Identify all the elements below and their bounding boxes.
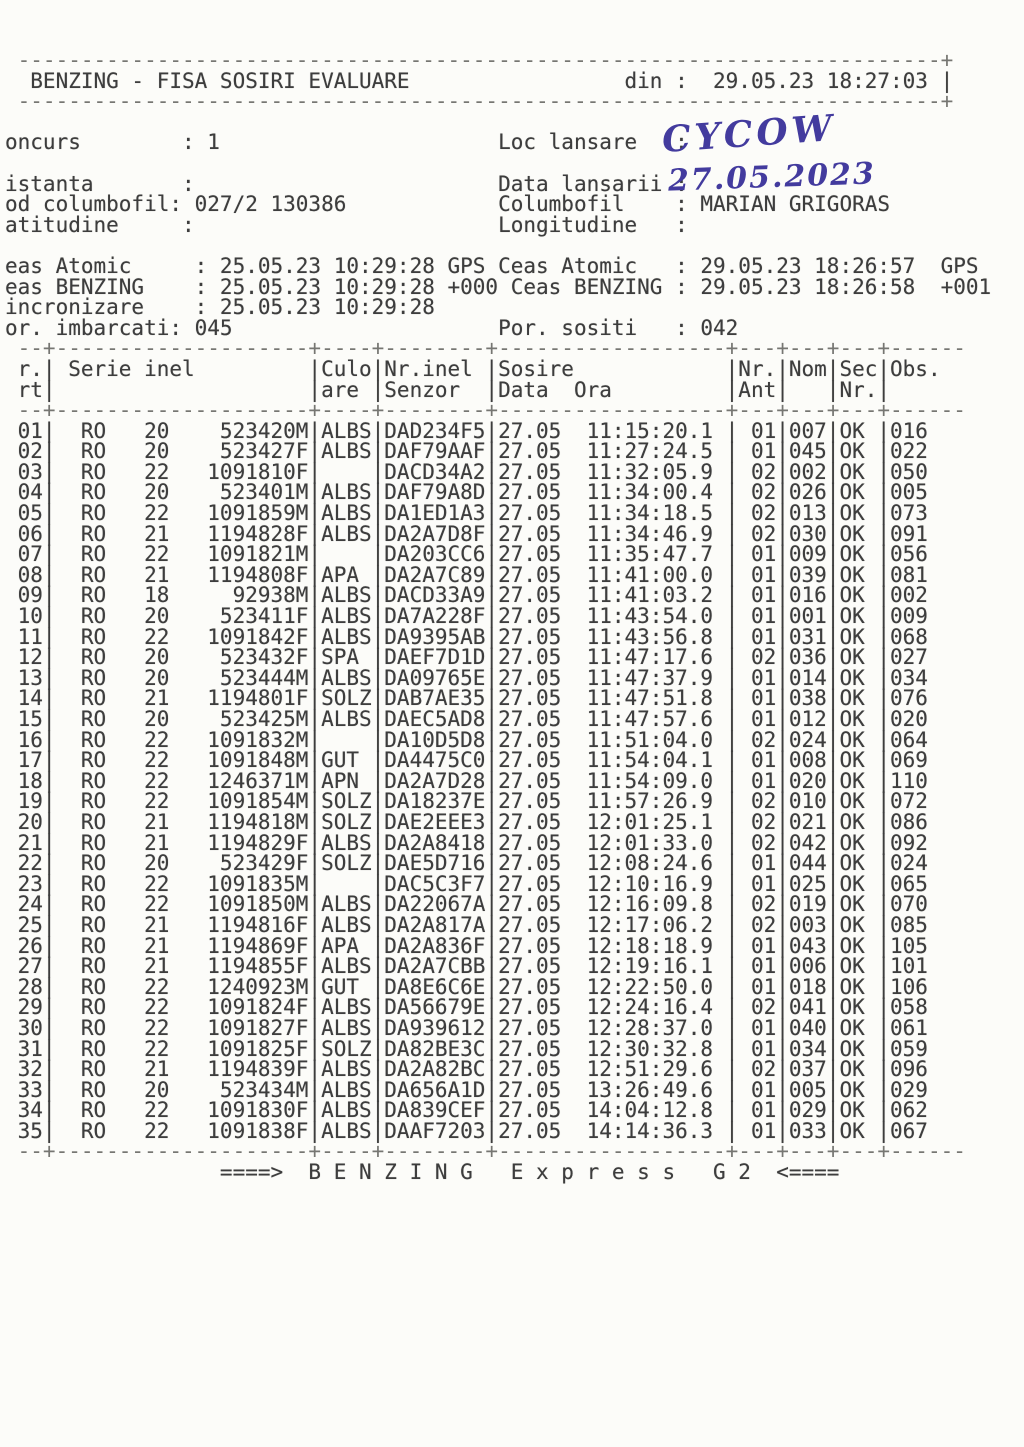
meta-line-distanta: istanta : Data lansarii : bbox=[5, 171, 688, 196]
meta-line-latitudine: atitudine : Longitudine : bbox=[5, 212, 688, 237]
table-row: 31| RO 22 1091825F|SOLZ|DA82BE3C|27.05 12:30:32.8 | 01|034|OK |059 bbox=[5, 1036, 928, 1061]
table-rule: --+--------------------+----+--------+------------------+---+---+---+------ bbox=[5, 1139, 966, 1164]
table-row: 07| RO 22 1091821M| |DA203CC6|27.05 11:35:47.7 | 01|009|OK |056 bbox=[5, 542, 928, 567]
table-row: 32| RO 21 1194839F|ALBS|DA2A82BC|27.05 12:51:29.6 | 02|037|OK |096 bbox=[5, 1057, 928, 1082]
table-row: 34| RO 22 1091830F|ALBS|DA839CEF|27.05 14:04:12.8 | 01|029|OK |062 bbox=[5, 1098, 928, 1123]
table-row: 09| RO 18 92938M|ALBS|DACD33A9|27.05 11:41:03.2 | 01|016|OK |002 bbox=[5, 583, 928, 608]
meta-line-columbofil: od columbofil: 027/2 130386 Columbofil : MARIAN GRIGORAS bbox=[5, 192, 891, 217]
table-row: 33| RO 20 523434M|ALBS|DA656A1D|27.05 13:26:49.6 | 01|005|OK |029 bbox=[5, 1077, 928, 1102]
table-row: 29| RO 22 1091824F|ALBS|DA56679E|27.05 12:24:16.4 | 02|041|OK |058 bbox=[5, 995, 928, 1020]
table-row: 26| RO 21 1194869F|APA |DA2A836F|27.05 12:18:18.9 | 01|043|OK |105 bbox=[5, 933, 928, 958]
table-row: 18| RO 22 1246371M|APN |DA2A7D28|27.05 11:54:09.0 | 01|020|OK |110 bbox=[5, 768, 928, 793]
box-rule: -------------------------------------------------------------------------+ bbox=[5, 48, 954, 72]
table-rule: --+--------------------+----+--------+------------------+---+---+---+------ bbox=[5, 398, 966, 423]
clock-line-atomic: eas Atomic : 25.05.23 10:29:28 GPS Ceas Atomic : 29.05.23 18:26:57 GPS bbox=[5, 253, 979, 278]
report-title-line: BENZING - FISA SOSIRI EVALUARE din : 29.05.23 18:27:03 | bbox=[5, 68, 954, 93]
table-row: 30| RO 22 1091827F|ALBS|DA939612|27.05 12:28:37.0 | 01|040|OK |061 bbox=[5, 1015, 928, 1040]
table-row: 11| RO 22 1091842F|ALBS|DA9395AB|27.05 11:43:56.8 | 01|031|OK |068 bbox=[5, 624, 928, 649]
table-row: 20| RO 21 1194818M|SOLZ|DAE2EEE3|27.05 12:01:25.1 | 02|021|OK |086 bbox=[5, 809, 928, 834]
table-rule: --+--------------------+----+--------+------------------+---+---+---+------ bbox=[5, 336, 966, 361]
box-rule: -------------------------------------------------------------------------+ bbox=[5, 89, 954, 114]
table-header-row: rt| |are |Senzor |Data Ora |Ant| |Nr.| bbox=[5, 377, 891, 402]
blank-line bbox=[5, 235, 991, 256]
clock-line-sincronizare: incronizare : 25.05.23 10:29:28 bbox=[5, 295, 435, 320]
table-row: 22| RO 20 523429F|SOLZ|DAE5D716|27.05 12:08:24.6 | 01|044|OK |024 bbox=[5, 851, 928, 876]
table-row: 04| RO 20 523401M|ALBS|DAF79A8D|27.05 11:34:00.4 | 02|026|OK |005 bbox=[5, 480, 928, 505]
handwritten-release-date: 27.05.2023 bbox=[667, 156, 877, 199]
meta-line-concurs: oncurs : 1 Loc lansare : bbox=[5, 130, 688, 155]
clock-line-benzing: eas BENZING : 25.05.23 10:29:28 +000 Ceas BENZING : 29.05.23 18:26:58 +001 bbox=[5, 274, 992, 299]
table-row: 17| RO 22 1091848M|GUT |DA4475C0|27.05 11:54:04.1 | 01|008|OK |069 bbox=[5, 748, 928, 773]
blank-line bbox=[5, 112, 991, 133]
table-row: 03| RO 22 1091810F| |DACD34A2|27.05 11:32:05.9 | 02|002|OK |050 bbox=[5, 459, 928, 484]
table-row: 21| RO 21 1194829F|ALBS|DA2A8418|27.05 12:01:33.0 | 02|042|OK |092 bbox=[5, 830, 928, 855]
table-row: 14| RO 21 1194801F|SOLZ|DAB7AE35|27.05 11:47:51.8 | 01|038|OK |076 bbox=[5, 686, 928, 711]
table-row: 01| RO 20 523420M|ALBS|DAD234F5|27.05 11:15:20.1 | 01|007|OK |016 bbox=[5, 418, 928, 443]
table-row: 23| RO 22 1091835M| |DAC5C3F7|27.05 12:10:16.9 | 01|025|OK |065 bbox=[5, 871, 928, 896]
table-row: 15| RO 20 523425M|ALBS|DAEC5AD8|27.05 11:47:57.6 | 01|012|OK |020 bbox=[5, 707, 928, 731]
table-header-row: r.| Serie inel |Culo|Nr.inel |Sosire |Nr.|Nom|Sec|Obs. bbox=[5, 356, 941, 381]
table-row: 08| RO 21 1194808F|APA |DA2A7C89|27.05 11:41:00.0 | 01|039|OK |081 bbox=[5, 562, 928, 587]
table-row: 24| RO 22 1091850M|ALBS|DA22067A|27.05 12:16:09.8 | 02|019|OK |070 bbox=[5, 892, 928, 917]
document-text bbox=[5, 50, 991, 1183]
table-row: 28| RO 22 1240923M|GUT |DA8E6C6E|27.05 12:22:50.0 | 01|018|OK |106 bbox=[5, 974, 928, 999]
handwritten-release-location: CYCOW bbox=[660, 106, 838, 162]
table-row: 27| RO 21 1194855F|ALBS|DA2A7CBB|27.05 12:19:16.1 | 01|006|OK |101 bbox=[5, 954, 928, 979]
table-row: 06| RO 21 1194828F|ALBS|DA2A7D8F|27.05 11:34:46.9 | 02|030|OK |091 bbox=[5, 521, 928, 546]
table-row: 25| RO 21 1194816F|ALBS|DA2A817A|27.05 12:17:06.2 | 02|003|OK |085 bbox=[5, 912, 928, 937]
table-row: 02| RO 20 523427F|ALBS|DAF79AAF|27.05 11:27:24.5 | 01|045|OK |022 bbox=[5, 439, 928, 464]
table-row: 35| RO 22 1091838F|ALBS|DAAF7203|27.05 14:14:36.3 | 01|033|OK |067 bbox=[5, 1118, 928, 1143]
table-row: 19| RO 22 1091854M|SOLZ|DA18237E|27.05 11:57:26.9 | 02|010|OK |072 bbox=[5, 789, 928, 814]
table-row: 12| RO 20 523432F|SPA |DAEF7D1D|27.05 11:47:17.6 | 02|036|OK |027 bbox=[5, 645, 928, 670]
table-row: 16| RO 22 1091832M| |DA10D5D8|27.05 11:51:04.0 | 02|024|OK |064 bbox=[5, 727, 928, 752]
counts-line: or. imbarcati: 045 Por. sositi : 042 bbox=[5, 315, 739, 340]
footer-device-line: ====> B E N Z I N G E x p r e s s G 2 <==== bbox=[5, 1160, 840, 1185]
table-row: 10| RO 20 523411F|ALBS|DA7A228F|27.05 11:43:54.0 | 01|001|OK |009 bbox=[5, 604, 928, 629]
table-row: 05| RO 22 1091859M|ALBS|DA1ED1A3|27.05 11:34:18.5 | 02|013|OK |073 bbox=[5, 501, 928, 526]
table-row: 13| RO 20 523444M|ALBS|DA09765E|27.05 11:47:37.9 | 01|014|OK |034 bbox=[5, 665, 928, 690]
